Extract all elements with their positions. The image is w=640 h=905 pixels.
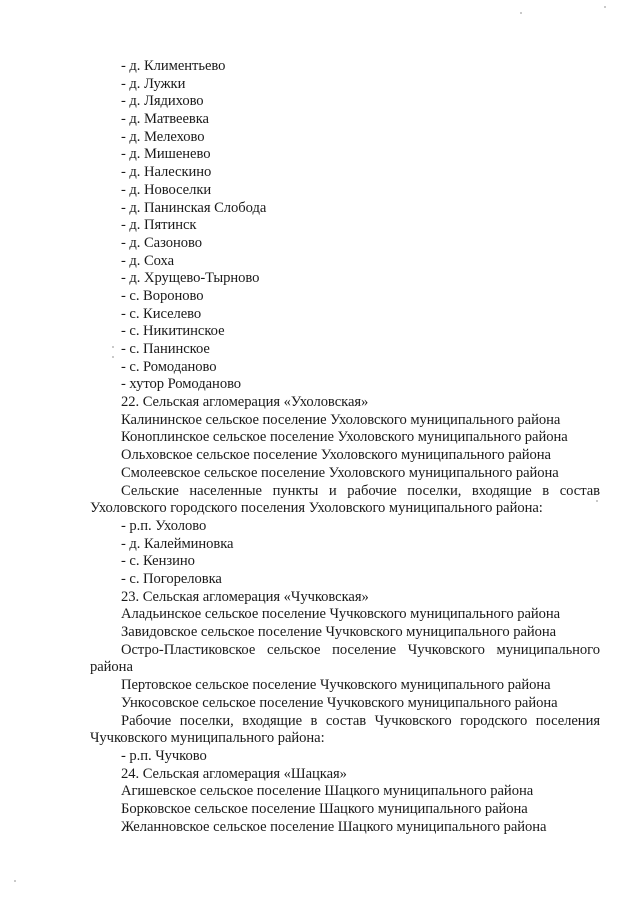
text-line: - с. Ромоданово [121,359,217,375]
scan-speck [14,880,16,882]
text-line: - д. Климентьево [121,58,226,74]
text-line: - с. Кензино [121,553,195,569]
scan-speck [604,6,606,8]
text-line: - с. Никитинское [121,323,225,339]
text-line: Ухоловского городского поселения Ухоловского муниципального района: [90,500,543,516]
text-line: - д. Налескино [121,164,212,180]
section-heading: 22. Сельская агломерация «Ухоловская» [121,394,369,410]
text-line: - д. Новоселки [121,182,212,198]
section-heading: 23. Сельская агломерация «Чучковская» [121,589,369,605]
text-line: Смолеевское сельское поселение Ухоловского муниципального района [121,465,559,481]
text-line: - р.п. Ухолово [121,518,207,534]
text-line: - д. Мелехово [121,129,205,145]
text-line: Борковское сельское поселение Шацкого муниципального района [121,801,528,817]
text-line: Агишевское сельское поселение Шацкого муниципального района [121,783,534,799]
text-line: Ольховское сельское поселение Ухоловского муниципального района [121,447,551,463]
text-line: - с. Панинское [121,341,210,357]
scan-speck [112,356,114,358]
text-line: - хутор Ромоданово [121,376,242,392]
scan-speck [596,500,598,502]
scan-speck [520,12,522,14]
text-line: Сельские населенные пункты и рабочие поселки, входящие в состав [121,483,600,499]
text-line: - с. Погореловка [121,571,222,587]
text-line: Завидовское сельское поселение Чучковского муниципального района [121,624,557,640]
text-line: Пертовское сельское поселение Чучковского муниципального района [121,677,551,693]
text-line: - д. Хрущево-Тырново [121,270,260,286]
text-line: - с. Киселево [121,306,202,322]
text-line: - д. Матвеевка [121,111,209,127]
text-line: - д. Соха [121,253,175,269]
text-line: Остро-Пластиковское сельское поселение Чучковского муниципального [121,642,600,658]
text-line: Аладьинское сельское поселение Чучковского муниципального района [121,606,561,622]
text-line: - д. Сазоново [121,235,202,251]
text-line: - р.п. Чучково [121,748,207,764]
text-line: - д. Мишенево [121,146,211,162]
section-heading: 24. Сельская агломерация «Шацкая» [121,766,347,782]
text-line: Чучковского муниципального района: [90,730,325,746]
text-line: Коноплинское сельское поселение Ухоловского муниципального района [121,429,568,445]
text-line: - д. Панинская Слобода [121,200,267,216]
text-line: Калининское сельское поселение Ухоловского муниципального района [121,412,561,428]
text-line: - д. Лядихово [121,93,204,109]
text-line: Ункосовское сельское поселение Чучковского муниципального района [121,695,558,711]
text-line: Желанновское сельское поселение Шацкого муниципального района [121,819,547,835]
text-line: - д. Лужки [121,76,186,92]
text-line: - д. Калейминовка [121,536,234,552]
text-line: района [90,659,133,675]
text-line: Рабочие поселки, входящие в состав Чучковского городского поселения [121,713,600,729]
scan-speck [112,346,114,348]
text-line: - с. Вороново [121,288,204,304]
text-line: - д. Пятинск [121,217,197,233]
